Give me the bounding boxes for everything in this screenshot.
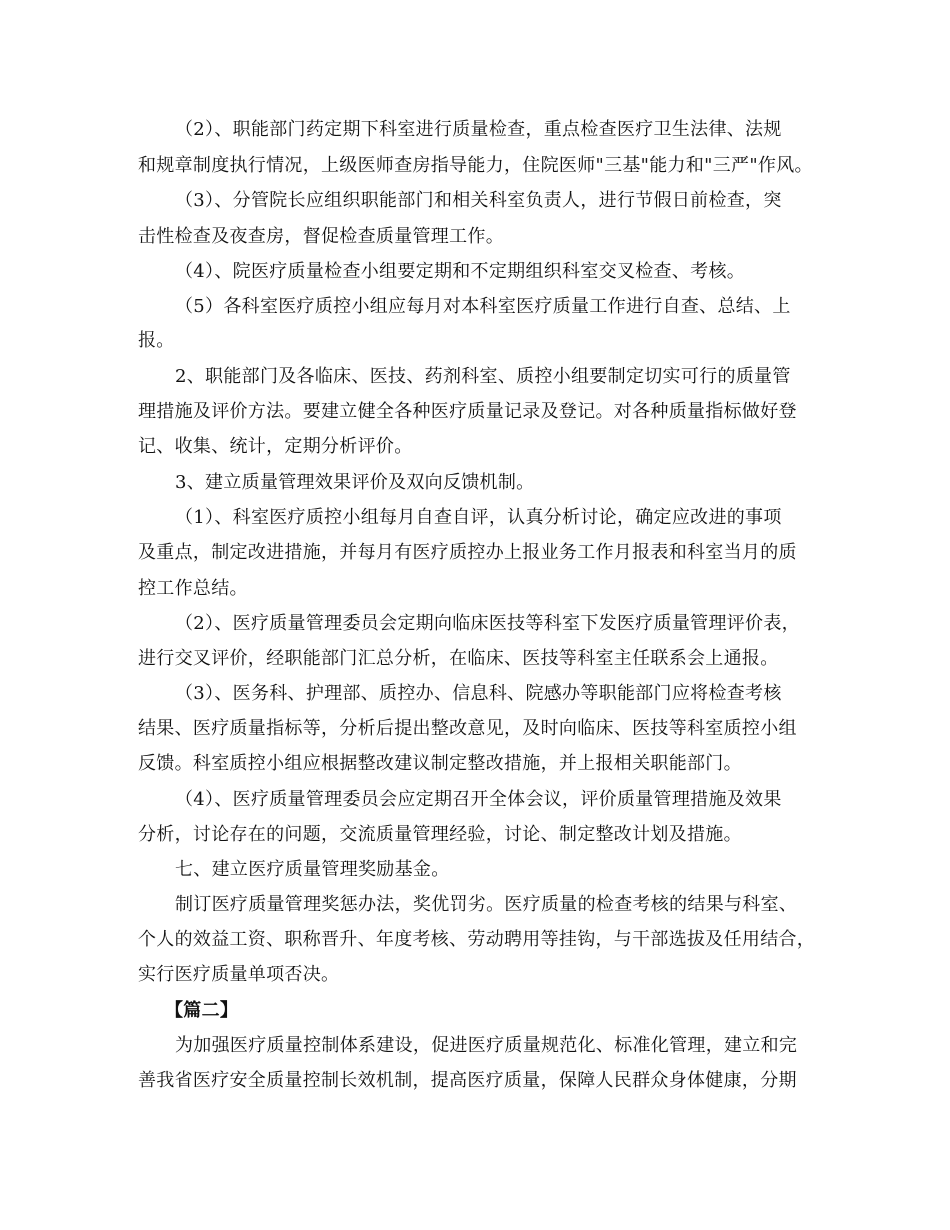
text-line-5: （4）、院医疗质量检查小组要定期和不定期组织科室交叉检查、考核。 bbox=[175, 261, 746, 282]
text-line-22: 七、建立医疗质量管理奖励基金。 bbox=[175, 859, 450, 880]
text-line-16: 进行交叉评价，经职能部门汇总分析，在临床、医技等科室主任联系会上通报。 bbox=[138, 648, 779, 669]
text-line-7: 报。 bbox=[138, 330, 175, 351]
text-line-14: 控工作总结。 bbox=[138, 578, 248, 599]
text-line-19: 反馈。科室质控小组应根据整改建议制定整改措施，并上报相关职能部门。 bbox=[138, 753, 742, 774]
text-line-27: 为加强医疗质量控制体系建设，促进医疗质量规范化、标准化管理，建立和完 bbox=[175, 1035, 798, 1056]
text-line-9: 理措施及评价方法。要建立健全各种医疗质量记录及登记。对各种质量指标做好登 bbox=[138, 401, 797, 422]
text-line-6: （5）各科室医疗质控小组应每月对本科室医疗质量工作进行自查、总结、上 bbox=[175, 296, 791, 317]
text-line-12: （1）、科室医疗质控小组每月自查自评，认真分析讨论，确定应改进的事项 bbox=[175, 507, 782, 528]
text-line-11: 3、建立质量管理效果评价及双向反馈机制。 bbox=[175, 472, 535, 493]
text-line-20: （4）、医疗质量管理委员会应定期召开全体会议，评价质量管理措施及效果 bbox=[175, 789, 782, 810]
text-line-13: 及重点，制定改进措施，并每月有医疗质控办上报业务工作月报表和科室当月的质 bbox=[138, 542, 797, 563]
text-line-4: 击性检查及夜查房，督促检查质量管理工作。 bbox=[138, 226, 504, 247]
text-line-24: 个人的效益工资、职称晋升、年度考核、劳动聘用等挂钩，与干部选拔及任用结合， bbox=[138, 929, 816, 950]
text-line-10: 记、收集、统计，定期分析评价。 bbox=[138, 436, 413, 457]
text-line-25: 实行医疗质量单项否决。 bbox=[138, 964, 340, 985]
text-line-18: 结果、医疗质量指标等，分析后提出整改意见，及时向临床、医技等科室质控小组 bbox=[138, 718, 797, 739]
text-line-15: （2）、医疗质量管理委员会定期向临床医技等科室下发医疗质量管理评价表， bbox=[175, 613, 800, 634]
text-line-2: 和规章制度执行情况，上级医师查房指导能力，住院医师"三基"能力和"三严"作风。 bbox=[138, 155, 813, 176]
text-line-23: 制订医疗质量管理奖惩办法，奖优罚劣。医疗质量的检查考核的结果与科室、 bbox=[175, 894, 798, 915]
text-line-8: 2、职能部门及各临床、医技、药剂科室、质控小组要制定切实可行的质量管 bbox=[175, 366, 791, 387]
text-line-21: 分析，讨论存在的问题，交流质量管理经验，讨论、制定整改计划及措施。 bbox=[138, 824, 742, 845]
text-line-28: 善我省医疗安全质量控制长效机制，提高医疗质量，保障人民群众身体健康，分期 bbox=[138, 1070, 797, 1091]
section-heading: 【篇二】 bbox=[165, 1000, 239, 1021]
text-line-17: （3）、医务科、护理部、质控办、信息科、院感办等职能部门应将检查考核 bbox=[175, 683, 782, 704]
text-line-1: （2）、职能部门药定期下科室进行质量检查，重点检查医疗卫生法律、法规 bbox=[175, 119, 782, 140]
text-line-3: （3）、分管院长应组织职能部门和相关科室负责人，进行节假日前检查，突 bbox=[175, 190, 782, 211]
